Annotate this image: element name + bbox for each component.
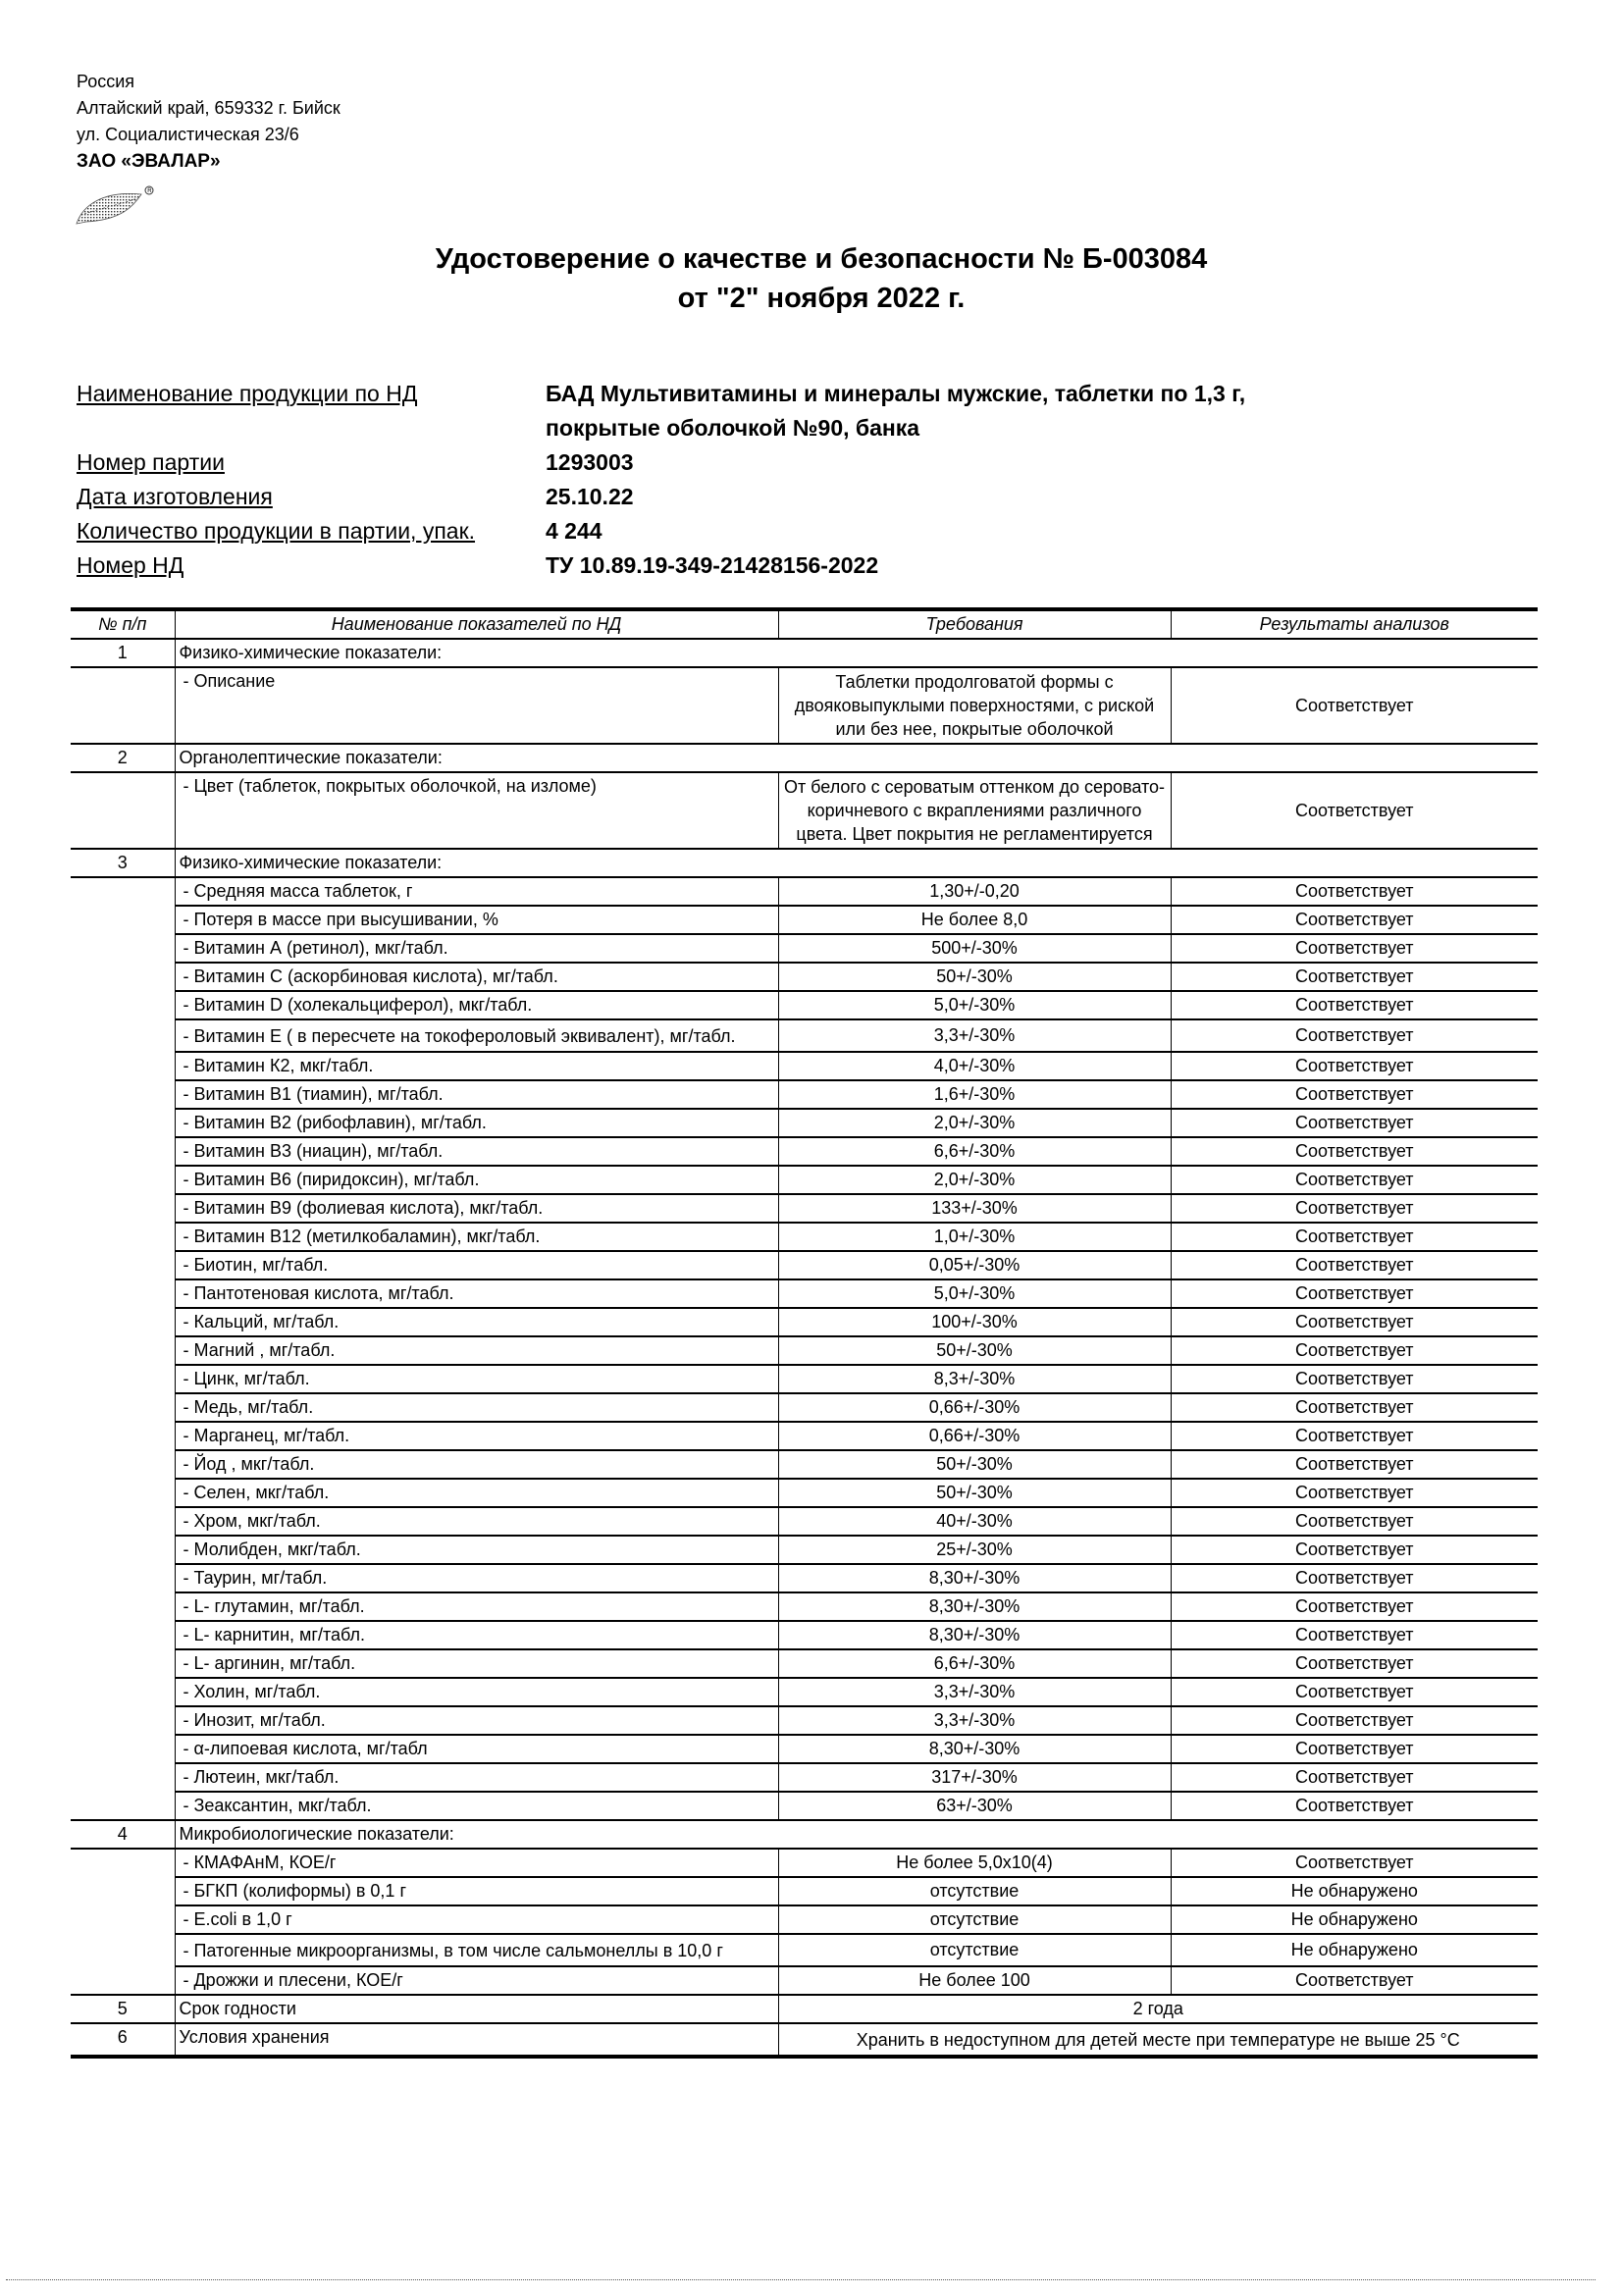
quality-table — [71, 607, 1538, 2059]
indicator-name: - L- карнитин, мг/табл. — [175, 1621, 778, 1649]
section-title: Микробиологические показатели: — [175, 1820, 1538, 1849]
table-row — [71, 1849, 1538, 1877]
table-row — [71, 877, 1538, 906]
indicator-name: - Йод , мкг/табл. — [175, 1450, 778, 1479]
empty-number-cell — [71, 1223, 175, 1251]
info-label: Наименование продукции по НД — [77, 381, 418, 406]
indicator-name: - Селен, мкг/табл. — [175, 1479, 778, 1507]
indicator-name: - Потеря в массе при высушивании, % — [175, 906, 778, 934]
section-row — [71, 1820, 1538, 1849]
result-value: Соответствует — [1171, 1080, 1538, 1109]
requirement-value: 1,6+/-30% — [778, 1080, 1171, 1109]
requirement-value: 2,0+/-30% — [778, 1109, 1171, 1137]
requirement-value: 133+/-30% — [778, 1194, 1171, 1223]
result-value: Соответствует — [1171, 1564, 1538, 1592]
requirement-value: 4,0+/-30% — [778, 1052, 1171, 1080]
result-value: Соответствует — [1171, 1019, 1538, 1052]
empty-number-cell — [71, 1792, 175, 1820]
info-label: Дата изготовления — [77, 484, 273, 509]
result-value: Соответствует — [1171, 1393, 1538, 1422]
requirement-value: 50+/-30% — [778, 1336, 1171, 1365]
result-value: Соответствует — [1171, 1109, 1538, 1137]
empty-number-cell — [71, 877, 175, 906]
empty-number-cell — [71, 1109, 175, 1137]
empty-number-cell — [71, 1507, 175, 1536]
indicator-name: - Витамин В3 (ниацин), мг/табл. — [175, 1137, 778, 1166]
requirement-value: отсутствие — [778, 1905, 1171, 1934]
company-name: ЗАО «ЭВАЛАР» — [77, 151, 221, 172]
result-value: Соответствует — [1171, 1507, 1538, 1536]
indicator-name: - Витамин В9 (фолиевая кислота), мкг/табл. — [175, 1194, 778, 1223]
table-row — [71, 1507, 1538, 1536]
table-row — [71, 1365, 1538, 1393]
requirement-value: отсутствие — [778, 1934, 1171, 1966]
result-value: Соответствует — [1171, 1649, 1538, 1678]
requirement-value: 6,6+/-30% — [778, 1649, 1171, 1678]
info-value: 25.10.22 — [546, 484, 634, 509]
indicator-name: - Цинк, мг/табл. — [175, 1365, 778, 1393]
requirement-value: 0,05+/-30% — [778, 1251, 1171, 1279]
result-value: Соответствует — [1171, 1706, 1538, 1735]
indicator-name: - Средняя масса таблеток, г — [175, 877, 778, 906]
certificate-date: от "2" ноября 2022 г. — [677, 283, 966, 314]
empty-number-cell — [71, 1080, 175, 1109]
empty-number-cell — [71, 1365, 175, 1393]
table-row — [71, 1966, 1538, 1995]
indicator-name: - Молибден, мкг/табл. — [175, 1536, 778, 1564]
table-row — [71, 1877, 1538, 1905]
indicator-name: - Зеаксантин, мкг/табл. — [175, 1792, 778, 1820]
empty-number-cell — [71, 1019, 175, 1052]
requirement-value: 3,3+/-30% — [778, 1019, 1171, 1052]
result-value: Не обнаружено — [1171, 1877, 1538, 1905]
table-row — [71, 1019, 1538, 1052]
empty-number-cell — [71, 1137, 175, 1166]
footer-divider — [6, 2279, 1596, 2280]
table-row — [71, 1450, 1538, 1479]
indicator-name: - Лютеин, мкг/табл. — [175, 1763, 778, 1792]
table-row — [71, 1336, 1538, 1365]
requirement-value: 5,0+/-30% — [778, 1279, 1171, 1308]
result-value: Соответствует — [1171, 963, 1538, 991]
empty-number-cell — [71, 1966, 175, 1995]
info-label: Номер НД — [77, 552, 184, 578]
indicator-name: - Витамин В12 (метилкобаламин), мкг/табл. — [175, 1223, 778, 1251]
section-number: 1 — [71, 639, 175, 667]
result-value: Соответствует — [1171, 1336, 1538, 1365]
info-value: БАД Мультивитамины и минералы мужские, таблетки по 1,3 г, покрытые оболочкой №90, банка — [546, 381, 1246, 441]
evalar-leaf-logo-icon — [73, 184, 161, 228]
table-row — [71, 906, 1538, 934]
indicator-name: - Марганец, мг/табл. — [175, 1422, 778, 1450]
empty-number-cell — [71, 1166, 175, 1194]
section-row — [71, 639, 1538, 667]
empty-number-cell — [71, 1849, 175, 1877]
table-row — [71, 1536, 1538, 1564]
requirement-value: 500+/-30% — [778, 934, 1171, 963]
table-row — [71, 934, 1538, 963]
indicator-name: - L- аргинин, мг/табл. — [175, 1649, 778, 1678]
column-header-requirements: Требования — [778, 609, 1171, 639]
requirement-value: 8,30+/-30% — [778, 1592, 1171, 1621]
indicator-name: - Витамин В1 (тиамин), мг/табл. — [175, 1080, 778, 1109]
info-row-nd-number — [77, 548, 1352, 583]
requirement-value: 8,30+/-30% — [778, 1621, 1171, 1649]
empty-number-cell — [71, 1422, 175, 1450]
table-row — [71, 1080, 1538, 1109]
shelf-life-value: 2 года — [778, 1995, 1538, 2023]
empty-number-cell — [71, 991, 175, 1019]
table-row — [71, 1109, 1538, 1137]
empty-number-cell — [71, 1308, 175, 1336]
indicator-name: - Витамин К2, мкг/табл. — [175, 1052, 778, 1080]
info-row-product-name — [77, 377, 1352, 445]
indicator-name: - Холин, мг/табл. — [175, 1678, 778, 1706]
requirement-value: Не более 100 — [778, 1966, 1171, 1995]
table-row — [71, 1621, 1538, 1649]
section-row — [71, 744, 1538, 772]
result-value: Соответствует — [1171, 1422, 1538, 1450]
result-value: Соответствует — [1171, 1592, 1538, 1621]
requirement-value: 3,3+/-30% — [778, 1706, 1171, 1735]
result-value: Соответствует — [1171, 1223, 1538, 1251]
indicator-name: - Хром, мкг/табл. — [175, 1507, 778, 1536]
table-row — [71, 1422, 1538, 1450]
requirement-value: отсутствие — [778, 1877, 1171, 1905]
requirement-value: 0,66+/-30% — [778, 1422, 1171, 1450]
empty-number-cell — [71, 1735, 175, 1763]
result-value: Соответствует — [1171, 1966, 1538, 1995]
address-country: Россия — [77, 72, 135, 91]
empty-number-cell — [71, 934, 175, 963]
section-title: Физико-химические показатели: — [175, 849, 1538, 877]
indicator-name: - БГКП (колиформы) в 0,1 г — [175, 1877, 778, 1905]
table-row — [71, 1166, 1538, 1194]
section-number: 4 — [71, 1820, 175, 1849]
table-row — [71, 772, 1538, 849]
column-header-indicator: Наименование показателей по НД — [175, 609, 778, 639]
indicator-name: - Цвет (таблеток, покрытых оболочкой, на изломе) — [175, 772, 778, 849]
requirement-value: 1,0+/-30% — [778, 1223, 1171, 1251]
table-row — [71, 963, 1538, 991]
table-row — [71, 1052, 1538, 1080]
result-value: Соответствует — [1171, 877, 1538, 906]
document-title — [0, 239, 1623, 318]
table-row — [71, 1393, 1538, 1422]
requirement-value: 40+/-30% — [778, 1507, 1171, 1536]
info-row-quantity — [77, 514, 1352, 548]
info-label: Количество продукции в партии, упак. — [77, 518, 476, 544]
indicator-name: - L- глутамин, мг/табл. — [175, 1592, 778, 1621]
result-value: Соответствует — [1171, 1536, 1538, 1564]
empty-number-cell — [71, 1649, 175, 1678]
indicator-name: - Витамин D (холекальциферол), мкг/табл. — [175, 991, 778, 1019]
table-row — [71, 1564, 1538, 1592]
requirement-value: 3,3+/-30% — [778, 1678, 1171, 1706]
empty-number-cell — [71, 772, 175, 849]
empty-number-cell — [71, 1763, 175, 1792]
result-value: Соответствует — [1171, 1308, 1538, 1336]
result-value: Соответствует — [1171, 1735, 1538, 1763]
result-value: Соответствует — [1171, 1279, 1538, 1308]
section-title: Органолептические показатели: — [175, 744, 1538, 772]
address-city: Алтайский край, 659332 г. Бийск — [77, 98, 340, 118]
table-row — [71, 1763, 1538, 1792]
section-number: 5 — [71, 1995, 175, 2023]
column-header-results: Результаты анализов — [1171, 609, 1538, 639]
empty-number-cell — [71, 1706, 175, 1735]
table-row — [71, 1251, 1538, 1279]
indicator-name: - Описание — [175, 667, 778, 744]
indicator-name: - Кальций, мг/табл. — [175, 1308, 778, 1336]
info-value: ТУ 10.89.19-349-21428156-2022 — [546, 552, 879, 578]
section-number: 2 — [71, 744, 175, 772]
certificate-number: Удостоверение о качестве и безопасности № Б-003084 — [435, 243, 1208, 275]
requirement-value: 8,30+/-30% — [778, 1735, 1171, 1763]
empty-number-cell — [71, 1592, 175, 1621]
empty-number-cell — [71, 1393, 175, 1422]
requirement-value: 0,66+/-30% — [778, 1393, 1171, 1422]
table-header-row — [71, 609, 1538, 639]
manufacturer-address — [77, 69, 340, 175]
empty-number-cell — [71, 1194, 175, 1223]
table-row — [71, 1649, 1538, 1678]
indicator-name: - Витамин С (аскорбиновая кислота), мг/табл. — [175, 963, 778, 991]
address-street: ул. Социалистическая 23/6 — [77, 125, 299, 144]
indicator-name: - Витамин В6 (пиридоксин), мг/табл. — [175, 1166, 778, 1194]
empty-number-cell — [71, 1052, 175, 1080]
section-number: 6 — [71, 2023, 175, 2057]
table-row — [71, 1223, 1538, 1251]
table-row — [71, 1792, 1538, 1820]
requirement-value: От белого с сероватым оттенком до серовато-коричневого с вкраплениями различного цвета. Цвет покрытия не регламентируется — [778, 772, 1171, 849]
result-value: Соответствует — [1171, 991, 1538, 1019]
indicator-name: - Биотин, мг/табл. — [175, 1251, 778, 1279]
table-row — [71, 1706, 1538, 1735]
storage-value: Хранить в недоступном для детей месте при температуре не выше 25 °С — [778, 2023, 1538, 2057]
table-row — [71, 1905, 1538, 1934]
result-value: Соответствует — [1171, 906, 1538, 934]
section-title: Физико-химические показатели: — [175, 639, 1538, 667]
requirement-value: 8,3+/-30% — [778, 1365, 1171, 1393]
empty-number-cell — [71, 1251, 175, 1279]
indicator-name: - E.coli в 1,0 г — [175, 1905, 778, 1934]
result-value: Соответствует — [1171, 1365, 1538, 1393]
table-row — [71, 1279, 1538, 1308]
requirement-value: 5,0+/-30% — [778, 991, 1171, 1019]
result-value: Не обнаружено — [1171, 1934, 1538, 1966]
result-value: Соответствует — [1171, 1678, 1538, 1706]
empty-number-cell — [71, 1877, 175, 1905]
empty-number-cell — [71, 1336, 175, 1365]
empty-number-cell — [71, 1934, 175, 1966]
requirement-value: 63+/-30% — [778, 1792, 1171, 1820]
table-row — [71, 991, 1538, 1019]
result-value: Соответствует — [1171, 1849, 1538, 1877]
empty-number-cell — [71, 906, 175, 934]
result-value: Соответствует — [1171, 934, 1538, 963]
indicator-name: - Витамин Е ( в пересчете на токофероловый эквивалент), мг/табл. — [175, 1019, 778, 1052]
shelf-life-row — [71, 1995, 1538, 2023]
product-info — [77, 377, 1352, 583]
result-value: Соответствует — [1171, 1763, 1538, 1792]
result-value: Соответствует — [1171, 1194, 1538, 1223]
storage-label: Условия хранения — [175, 2023, 778, 2057]
result-value: Соответствует — [1171, 1251, 1538, 1279]
result-value: Соответствует — [1171, 1450, 1538, 1479]
result-value: Соответствует — [1171, 1137, 1538, 1166]
table-row — [71, 1308, 1538, 1336]
table-row — [71, 1678, 1538, 1706]
table-row — [71, 1735, 1538, 1763]
empty-number-cell — [71, 1564, 175, 1592]
result-value: Соответствует — [1171, 1052, 1538, 1080]
requirement-value: 50+/-30% — [778, 1479, 1171, 1507]
indicator-name: - Медь, мг/табл. — [175, 1393, 778, 1422]
requirement-value: Не более 8,0 — [778, 906, 1171, 934]
result-value: Соответствует — [1171, 667, 1538, 744]
info-label: Номер партии — [77, 449, 225, 475]
empty-number-cell — [71, 1621, 175, 1649]
indicator-name: - α-липоевая кислота, мг/табл — [175, 1735, 778, 1763]
requirement-value: Не более 5,0x10(4) — [778, 1849, 1171, 1877]
section-row — [71, 849, 1538, 877]
result-value: Соответствует — [1171, 1479, 1538, 1507]
column-header-number: № п/п — [71, 609, 175, 639]
table-row — [71, 1592, 1538, 1621]
result-value: Не обнаружено — [1171, 1905, 1538, 1934]
info-value: 4 244 — [546, 518, 602, 544]
empty-number-cell — [71, 1450, 175, 1479]
indicator-name: - Пантотеновая кислота, мг/табл. — [175, 1279, 778, 1308]
empty-number-cell — [71, 1536, 175, 1564]
table-row — [71, 1194, 1538, 1223]
empty-number-cell — [71, 963, 175, 991]
empty-number-cell — [71, 667, 175, 744]
requirement-value: 50+/-30% — [778, 963, 1171, 991]
table-row — [71, 1137, 1538, 1166]
result-value: Соответствует — [1171, 1621, 1538, 1649]
result-value: Соответствует — [1171, 1166, 1538, 1194]
requirement-value: 100+/-30% — [778, 1308, 1171, 1336]
empty-number-cell — [71, 1479, 175, 1507]
indicator-name: - Инозит, мг/табл. — [175, 1706, 778, 1735]
indicator-name: - Дрожжи и плесени, КОЕ/г — [175, 1966, 778, 1995]
indicator-name: - Магний , мг/табл. — [175, 1336, 778, 1365]
section-number: 3 — [71, 849, 175, 877]
requirement-value: 50+/-30% — [778, 1450, 1171, 1479]
requirement-value: 317+/-30% — [778, 1763, 1171, 1792]
requirement-value: 2,0+/-30% — [778, 1166, 1171, 1194]
info-row-batch — [77, 445, 1352, 480]
shelf-life-label: Срок годности — [175, 1995, 778, 2023]
info-row-manufacture-date — [77, 480, 1352, 514]
indicator-name: - Витамин В2 (рибофлавин), мг/табл. — [175, 1109, 778, 1137]
empty-number-cell — [71, 1279, 175, 1308]
indicator-name: - Патогенные микроорганизмы, в том числе сальмонеллы в 10,0 г — [175, 1934, 778, 1966]
table-row — [71, 1479, 1538, 1507]
indicator-name: - Таурин, мг/табл. — [175, 1564, 778, 1592]
indicator-name: - Витамин А (ретинол), мкг/табл. — [175, 934, 778, 963]
storage-row — [71, 2023, 1538, 2057]
table-row — [71, 667, 1538, 744]
result-value: Соответствует — [1171, 772, 1538, 849]
empty-number-cell — [71, 1678, 175, 1706]
table-row — [71, 1934, 1538, 1966]
requirement-value: Таблетки продолговатой формы с двояковыпуклыми поверхностями, с риской или без нее, покрытые оболочкой — [778, 667, 1171, 744]
empty-number-cell — [71, 1905, 175, 1934]
result-value: Соответствует — [1171, 1792, 1538, 1820]
requirement-value: 6,6+/-30% — [778, 1137, 1171, 1166]
requirement-value: 25+/-30% — [778, 1536, 1171, 1564]
indicator-name: - КМАФАнМ, КОЕ/г — [175, 1849, 778, 1877]
info-value: 1293003 — [546, 449, 634, 475]
requirement-value: 1,30+/-0,20 — [778, 877, 1171, 906]
requirement-value: 8,30+/-30% — [778, 1564, 1171, 1592]
svg-text:R: R — [147, 188, 152, 194]
